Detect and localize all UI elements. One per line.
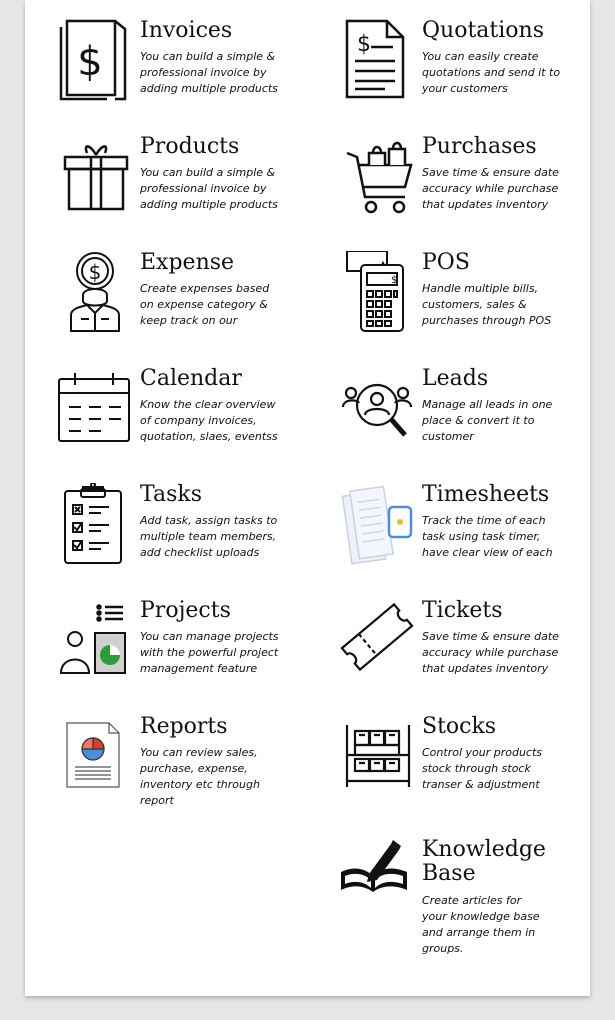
feature-description: Manage all leads in one place & convert it to customer [422,398,553,443]
feature-description: You can build a simple & professional invoice by adding multiple products [140,166,278,211]
feature-title: Projects [140,598,231,623]
quotation-document-icon [339,19,415,103]
feature-description: Add task, assign tasks to multiple team members, add checklist uploads [140,514,278,559]
feature-title: Calendar [140,366,242,391]
feature-description: Control your products stock through stock transer & adjustment [422,746,543,791]
feature-title: Timesheets [422,482,550,507]
gift-box-icon [57,135,133,219]
feature-pos [339,251,579,341]
feature-title: Stocks [422,714,497,739]
feature-description: Create expenses based on expense category & keep track on our [140,282,270,327]
svg-text:$: $ [88,260,102,284]
timesheet-icon [339,483,415,567]
feature-description: Save time & ensure date accuracy while purchase that updates inventory [422,166,559,211]
task-clipboard-icon [57,483,133,567]
features-card [25,0,590,996]
feature-description: Create articles for your knowledge base and arrange them in groups. [422,894,540,955]
feature-leads [339,367,579,457]
feature-title: Purchases [422,134,537,159]
feature-description: You can build a simple & professional invoice by adding multiple products [140,50,278,95]
feature-title: POS [422,250,470,275]
feature-title: Expense [140,250,235,275]
feature-projects [57,599,297,689]
feature-tasks [57,483,297,573]
open-book-pen-icon [339,838,409,898]
feature-description: Save time & ensure date accuracy while purchase that updates inventory [422,630,559,675]
feature-reports [57,715,297,805]
svg-text:$: $ [391,275,398,286]
feature-expense [57,251,297,341]
feature-invoices [57,19,297,109]
svg-text:$: $ [357,32,371,57]
expense-person-coin-icon [57,251,133,335]
pos-calculator-icon [339,251,415,335]
invoice-dollar-icon [57,19,133,103]
shopping-cart-icon [339,135,415,219]
feature-knowledge-base [339,838,579,958]
feature-title: Leads [422,366,489,391]
feature-quotations [339,19,579,109]
feature-description: You can review sales, purchase, expense, inventory etc through report [140,746,260,807]
feature-description: You can manage projects with the powerful project management feature [140,630,279,675]
feature-title: Invoices [140,18,233,43]
ticket-icon [339,599,415,683]
feature-tickets [339,599,579,689]
feature-title: Products [140,134,240,159]
feature-purchases [339,135,579,225]
leads-search-people-icon [339,367,415,451]
feature-title: Reports [140,714,228,739]
projects-icon [57,599,133,683]
stock-shelf-icon [339,715,415,799]
feature-title: Tickets [422,598,503,623]
svg-text:$: $ [77,39,103,85]
feature-description: Know the clear overview of company invoices, quotation, slaes, eventss [140,398,278,443]
feature-description: Handle multiple bills, customers, sales & purchases through POS [422,282,552,327]
feature-timesheets [339,483,579,573]
report-chart-icon [57,715,133,799]
feature-description: You can easily create quotations and send it to your customers [422,50,561,95]
feature-stocks [339,715,579,805]
feature-calendar [57,367,297,457]
calendar-icon [57,367,133,451]
feature-title: Quotations [422,18,544,43]
feature-products [57,135,297,225]
feature-description: Track the time of each task using task timer, have clear view of each [422,514,553,559]
feature-title: Tasks [140,482,202,507]
feature-title: Knowledge Base [422,837,546,886]
